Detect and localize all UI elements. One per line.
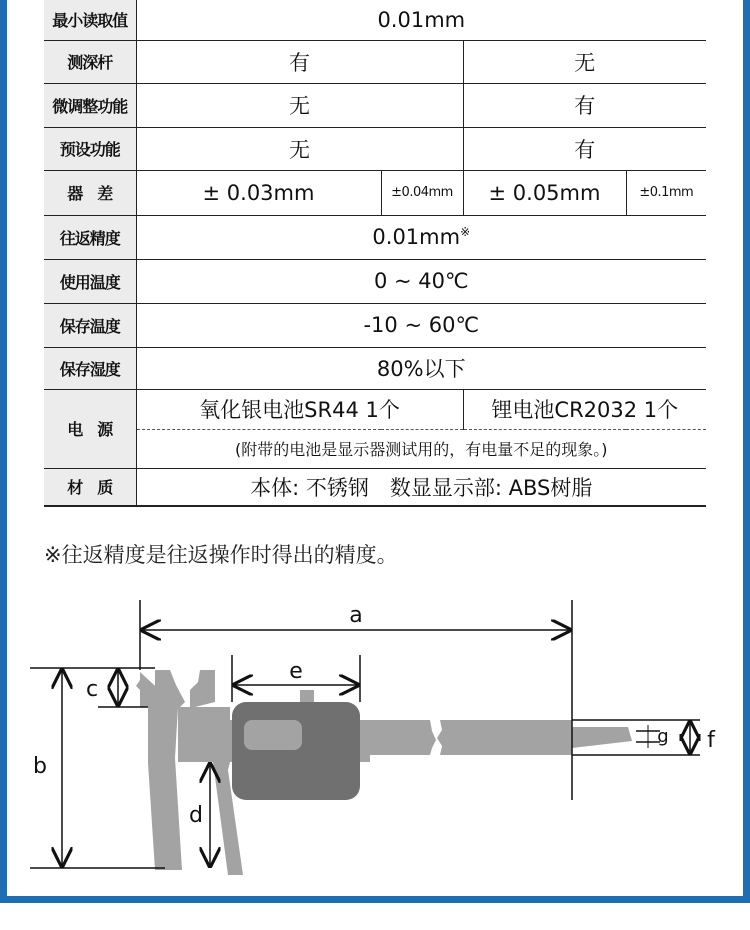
row-value <box>136 215 706 259</box>
dim-label-d: d <box>189 803 203 828</box>
row-value: 本体: 不锈钢 数显显示部: ABS树脂 <box>136 468 706 506</box>
spec-row-error <box>44 170 706 215</box>
row-label: 器 差 <box>44 170 136 215</box>
row-value-c4: ±0.1mm <box>626 170 706 215</box>
caliper-display-housing <box>232 702 360 800</box>
spec-row-power <box>44 389 706 429</box>
spec-row-operating-temp <box>44 259 706 303</box>
note-mark: ※ <box>460 225 471 239</box>
spec-row-power-note <box>44 429 706 468</box>
footnote: ※往返精度是往返操作时得出的精度。 <box>44 543 398 567</box>
caliper-bar <box>437 720 572 755</box>
row-value-left: 无 <box>136 83 463 127</box>
row-value-right: 有 <box>463 83 706 127</box>
dim-label-a: a <box>349 603 363 628</box>
row-label: 保存温度 <box>44 303 136 347</box>
spec-row-depth-rod <box>44 40 706 83</box>
row-label: 保存湿度 <box>44 347 136 389</box>
row-label: 预设功能 <box>44 127 136 170</box>
row-label: 电 源 <box>44 389 136 468</box>
dim-label-e: e <box>289 659 303 684</box>
spec-row-preset <box>44 127 706 170</box>
row-value-c3: ± 0.05mm <box>463 170 626 215</box>
row-value: 80%以下 <box>136 347 706 389</box>
dim-label-b: b <box>33 754 47 779</box>
row-value-c2: ±0.04mm <box>381 170 463 215</box>
frame-bottom-border <box>0 896 750 903</box>
spec-row-fine-adjust <box>44 83 706 127</box>
caliper-slider-knob <box>300 690 314 704</box>
row-label: 材 质 <box>44 468 136 506</box>
row-value: 0 ~ 40℃ <box>136 259 706 303</box>
row-label: 最小读取值 <box>44 0 136 40</box>
row-value-right: 有 <box>463 127 706 170</box>
caliper-depth-rod <box>572 727 632 748</box>
row-value: 0.01mm <box>136 0 706 40</box>
dim-label-c: c <box>85 677 99 702</box>
caliper-display-window <box>244 720 302 750</box>
spec-table <box>44 0 706 507</box>
dim-label-g: g <box>657 726 669 747</box>
row-label: 测深杆 <box>44 40 136 83</box>
row-value: -10 ~ 60℃ <box>136 303 706 347</box>
spec-row-min-reading <box>44 0 706 40</box>
row-label: 微调整功能 <box>44 83 136 127</box>
spec-row-repeat-accuracy <box>44 215 706 259</box>
spec-row-material <box>44 468 706 506</box>
row-value-left: 无 <box>136 127 463 170</box>
row-value-text: 0.01mm <box>372 225 461 249</box>
row-value-left: 有 <box>136 40 463 83</box>
row-value-c1: ± 0.03mm <box>136 170 381 215</box>
row-label: 往返精度 <box>44 215 136 259</box>
dim-label-f: f <box>707 728 715 753</box>
spec-row-storage-temp <box>44 303 706 347</box>
power-battery-right: 锂电池CR2032 1个 <box>463 389 706 429</box>
caliper-fixed-jaw-upper <box>155 670 185 707</box>
row-label: 使用温度 <box>44 259 136 303</box>
row-value-right: 无 <box>463 40 706 83</box>
power-battery-left: 氧化银电池SR44 1个 <box>136 389 463 429</box>
caliper-moving-jaw-upper <box>190 670 215 707</box>
power-note: (附带的电池是显示器测试用的，有电量不足的现象。) <box>136 429 706 468</box>
caliper-diagram <box>0 590 750 890</box>
spec-row-storage-humidity <box>44 347 706 389</box>
